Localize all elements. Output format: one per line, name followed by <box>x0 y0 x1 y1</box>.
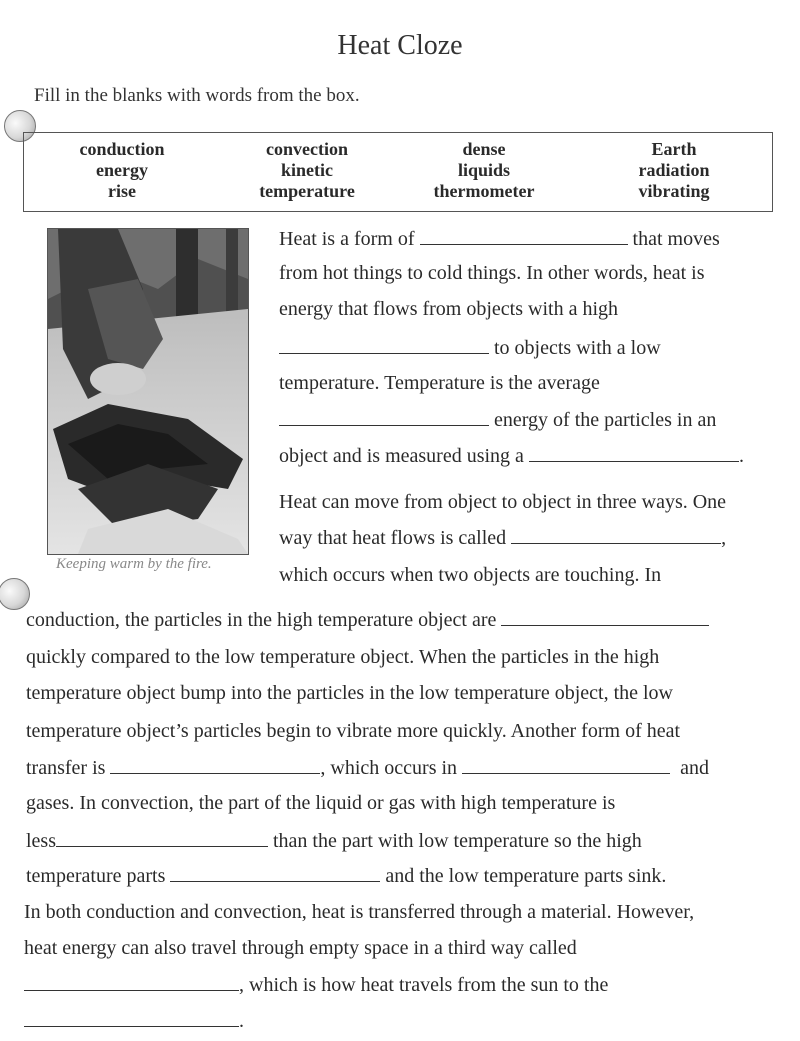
text-line <box>26 755 709 780</box>
word-bank-word: liquids <box>457 160 511 180</box>
line-text: Heat can move from object to object in three ways. One <box>279 491 727 513</box>
answer-blank[interactable] <box>279 407 489 426</box>
line-text: way that heat flows is called <box>279 527 512 549</box>
text-line <box>26 719 680 743</box>
text-line <box>279 226 720 251</box>
answer-blank[interactable] <box>462 755 670 774</box>
line-text: and the low temperature parts sink. <box>380 865 667 887</box>
line-text: , which is how heat travels from the sun to the <box>239 974 609 996</box>
text-line <box>279 297 618 321</box>
line-text: temperature parts <box>26 865 171 887</box>
text-line <box>279 261 705 285</box>
text-line <box>279 443 744 468</box>
word-bank-word: Earth <box>651 139 697 159</box>
word-bank-word: thermometer <box>433 181 535 201</box>
line-text: heat energy can also travel through empty space in a third way called <box>24 937 577 959</box>
campfire-photo <box>47 228 249 555</box>
line-text: transfer is <box>26 757 111 779</box>
answer-blank[interactable] <box>24 1008 239 1027</box>
answer-blank[interactable] <box>279 335 489 354</box>
line-text: from hot things to cold things. In other words, heat is <box>279 262 705 284</box>
line-text: energy of the particles in an <box>489 409 717 431</box>
word-bank <box>23 132 773 212</box>
line-text: , <box>721 527 727 549</box>
line-text: temperature object bump into the particles in the low temperature object, the low <box>26 682 674 704</box>
line-text: to objects with a low <box>489 337 661 359</box>
word-bank-word: kinetic <box>281 160 333 180</box>
text-line <box>279 371 600 395</box>
text-line <box>26 645 659 669</box>
line-text: temperature object’s particles begin to vibrate more quickly. Another form of heat <box>26 720 681 742</box>
text-line <box>24 936 577 960</box>
text-line <box>24 972 608 997</box>
text-line <box>279 335 661 360</box>
line-text: . <box>738 445 744 467</box>
answer-blank[interactable] <box>56 828 268 847</box>
word-bank-word: rise <box>108 181 136 201</box>
text-line <box>279 563 661 587</box>
word-bank-word: dense <box>462 139 506 159</box>
text-line <box>279 407 716 432</box>
photo-caption: Keeping warm by the fire. <box>56 556 212 572</box>
line-text: less <box>26 830 56 852</box>
word-bank-column <box>242 139 372 202</box>
text-line <box>26 863 666 888</box>
text-line <box>26 828 642 853</box>
campfire-photo-image <box>48 229 248 554</box>
line-text: than the part with low temperature so the high <box>268 830 642 852</box>
line-text: which occurs when two objects are touching. In <box>279 564 662 586</box>
line-text: temperature. Temperature is the average <box>279 372 600 394</box>
answer-blank[interactable] <box>110 755 320 774</box>
line-text: quickly compared to the low temperature object. When the particles in the high <box>26 646 660 668</box>
word-bank-word: radiation <box>638 160 710 180</box>
word-bank-word: conduction <box>79 139 165 159</box>
page-title: Heat Cloze <box>337 30 463 61</box>
text-line <box>24 1008 244 1033</box>
word-bank-column <box>62 139 182 202</box>
instructions: Fill in the blanks with words from the box. <box>34 85 360 106</box>
text-line <box>26 607 709 632</box>
answer-blank[interactable] <box>420 226 628 245</box>
word-bank-word: vibrating <box>638 181 710 201</box>
text-line <box>26 791 615 815</box>
line-text: object and is measured using a <box>279 445 529 467</box>
answer-blank[interactable] <box>529 443 739 462</box>
word-bank-word: energy <box>96 160 148 180</box>
text-line <box>279 490 726 514</box>
text-line <box>24 900 694 924</box>
text-line <box>279 525 726 550</box>
line-text: , which occurs in <box>320 757 463 779</box>
line-text: conduction, the particles in the high temperature object are <box>26 609 502 631</box>
answer-blank[interactable] <box>24 972 239 991</box>
line-text: and <box>675 757 709 779</box>
line-text: In both conduction and convection, heat is transferred through a material. However, <box>24 901 695 923</box>
line-text: Heat is a form of <box>279 228 420 250</box>
answer-blank[interactable] <box>511 525 721 544</box>
word-bank-word: convection <box>266 139 348 159</box>
word-bank-word: temperature <box>259 181 355 201</box>
word-bank-column <box>614 139 734 202</box>
binder-hole <box>0 578 30 610</box>
line-text: . <box>239 1010 244 1032</box>
line-text: that moves <box>632 228 720 250</box>
line-text: energy that flows from objects with a high <box>279 298 619 320</box>
answer-blank[interactable] <box>170 863 380 882</box>
answer-blank[interactable] <box>501 607 709 626</box>
word-bank-column <box>419 139 549 202</box>
line-text: gases. In convection, the part of the liquid or gas with high temperature is <box>26 792 616 814</box>
text-line <box>26 681 673 705</box>
